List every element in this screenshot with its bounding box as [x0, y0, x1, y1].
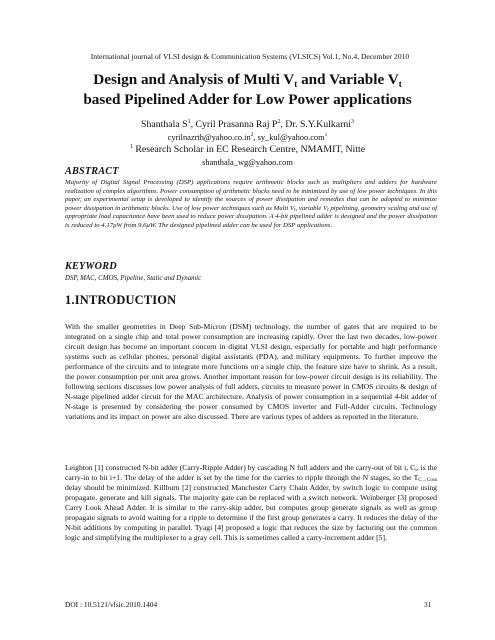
introduction-paragraph-1: With the smaller geometries in Deep Sub-Micron (DSM) technology, the number of gates that are required to be integrated on a single chip and total power consumption are increasing rapidly. Over the last two decades, low-power circuit design has become an important concern in digital VLSI design, especially for portable and high performance systems such as cellular phones, personal digital assistants (PDA), and military equipments. To further improve the performance of the circuits and to integrate more functions on a single chip, the feature size have to shrink. As a result, the power consumption per unit area grows. Another important reason for low-power circuit design is its reliability. The following sections discusses low power analysis of full adders, circuits to measure power in CMOS circuits & design of N-stage pipelined adder circuit for the MAC architecture. Analysis of power consumption in a sequential 4-bit adder of N-stage is presented by considering the power consumed by CMOS inverter and Full-Adder circuits. Technology variations and its impact on power are also discussed. There are various types of adders as reported in the literature.: [65, 322, 437, 422]
page-number: 31: [424, 600, 432, 609]
introduction-paragraph-2: Leighton [1] constructed N-bit adder (Carry-Ripple Adder) by cascading N full adders and the carry-out of bit i, $C_i$, is the carry-in to bit i+1. The delay of the adder is set by the time for the carries to ripple through the N stages, so the $T_{C\to Cout}$ delay should be minimized. Killburn [2] constructed Manchester Carry Chain Adder, by switch logic to compute using propagate, generate and kill signals. The majority gate can be replaced with a switch network. Weinberger [3] proposed Carry Look Ahead Adder. It is similar to the carry-skip adder, but computes group generate signals as well as group propagate signals to avoid waiting for a ripple to determine if the first group generates a carry. It reduces the delay of the N-bit additions by computing in parallel. Tyagi [4] proposed a logic that reduces the size by factoring out the common logic and simplifying the multiplexer to a gray cell. This is sometimes called a carry-increment adder [5].: [65, 463, 437, 543]
paper-title: [40, 70, 455, 110]
keyword-heading: KEYWORD: [65, 261, 117, 272]
introduction-heading: 1.INTRODUCTION: [65, 293, 177, 307]
title-line-1: Design and Analysis of Multi $V_t$ and Variable $V_t$: [93, 71, 402, 89]
author-list: Shanthala $S^1$, Cyril Prasanna Raj $P^2$, Dr. S.Y.Kulkarni$^3$: [141, 119, 354, 130]
keyword-list: DSP, MAC, CMOS, Pipeline, Static and Dynamic: [65, 275, 202, 282]
abstract-heading: ABSTRACT: [65, 166, 119, 177]
abstract-text: Majority of Digital Signal Processing (DSP) applications require arithmetic blocks such as multipliers and adders for hardware realization of complex algorithms. Power consumption of arithmetic blocks need to be minimized by use of low power techniques. In this paper, an experimental setup is developed to identify the sources of power dissipation and remedies that can be adopted to minimize power dissipation in arithmetic blocks. Use of low power techniques such as Multi $V_t$, variable $V_t$ pipelining, geometry scaling and use of appropriate load capacitance have been used to reduce power dissipation. A 4-bit pipelined adder is designed and the power dissipation is reduced to 4.17μW from 9.6μW. The designed pipelined adder can be used for DSP applications.: [65, 179, 438, 229]
footer-doi: DOI : 10.5121/vlsic.2010.1404: [65, 600, 158, 609]
affiliation-email: shanthala_wg@yahoo.com: [202, 158, 293, 167]
title-line-2: based Pipelined Adder for Low Power applications: [83, 91, 412, 108]
affiliation: $^1$ Research Scholar in EC Research Centre, NMAMIT, Nitte: [129, 144, 366, 155]
author-emails: $cyrilnazrth@yahoo.co.in^2$, sy_kul@yahoo.com$^1$: [167, 132, 328, 142]
running-header: International journal of VLSI design & Communication Systems (VLSICS) Vol.1, No.4, December 2010: [90, 52, 410, 61]
